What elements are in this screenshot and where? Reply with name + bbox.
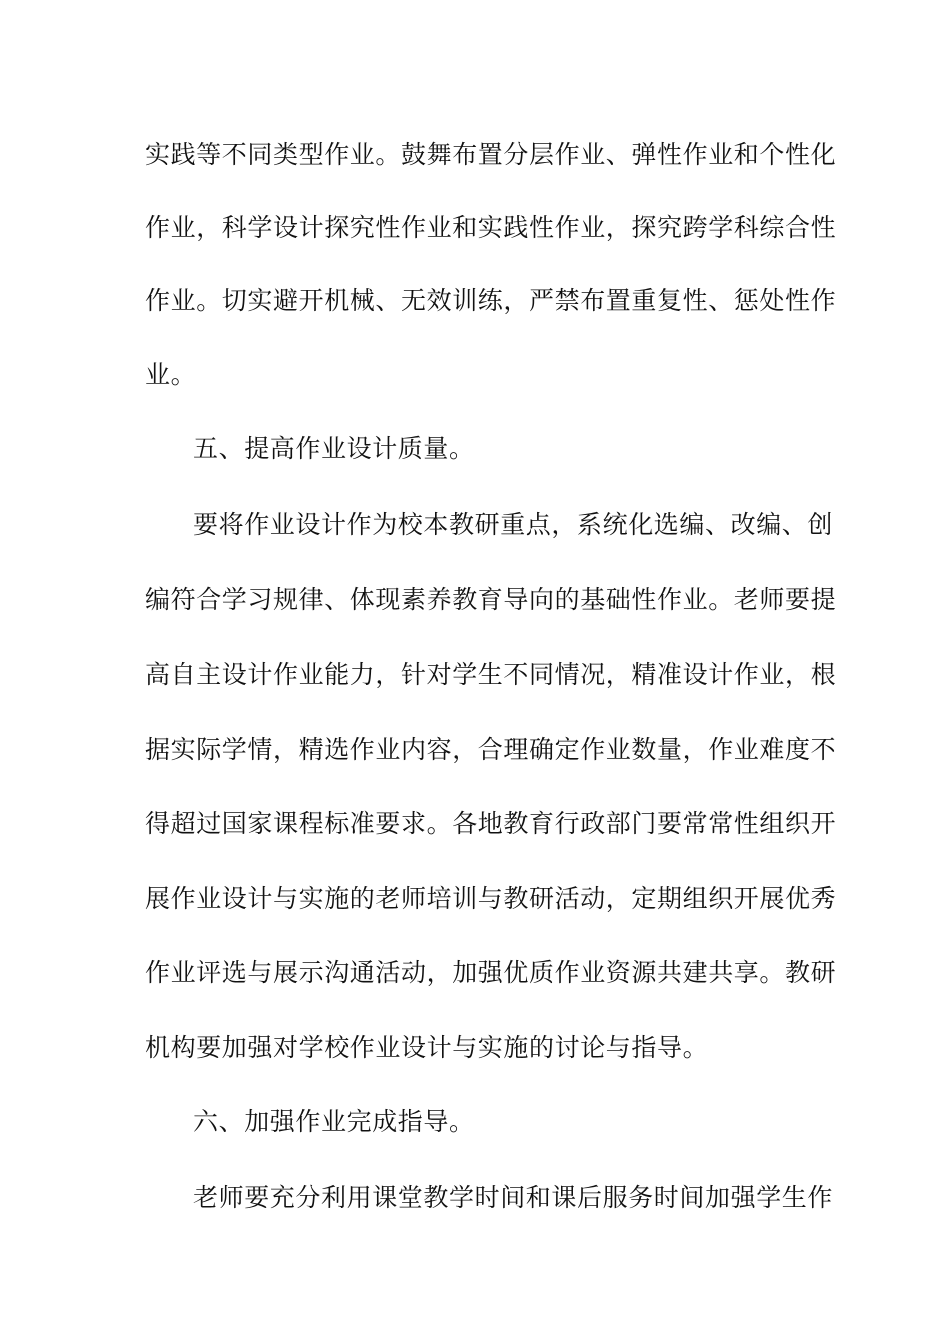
paragraph-line: 作业。切实避开机械、无效训练，严禁布置重复性、惩处性作 <box>145 286 837 315</box>
paragraph-line: 编符合学习规律、体现素养教育导向的基础性作业。老师要提 <box>145 585 837 614</box>
paragraph-line: 要将作业设计作为校本教研重点，系统化选编、改编、创 <box>193 510 834 539</box>
paragraph-line: 据实际学情，精选作业内容，合理确定作业数量，作业难度不 <box>145 735 837 764</box>
paragraph-line: 作业，科学设计探究性作业和实践性作业，探究跨学科综合性 <box>145 213 837 242</box>
paragraph-line: 得超过国家课程标准要求。各地教育行政部门要常常性组织开 <box>145 809 837 838</box>
paragraph-line: 机构要加强对学校作业设计与实施的讨论与指导。 <box>145 1033 709 1062</box>
paragraph-line: 老师要充分利用课堂教学时间和课后服务时间加强学生作 <box>193 1183 834 1212</box>
paragraph-line: 展作业设计与实施的老师培训与教研活动，定期组织开展优秀 <box>145 884 837 913</box>
paragraph-line: 业。 <box>145 360 197 389</box>
paragraph-line: 实践等不同类型作业。鼓舞布置分层作业、弹性作业和个性化 <box>145 140 837 169</box>
paragraph-line: 作业评选与展示沟通活动，加强优质作业资源共建共享。教研 <box>145 958 837 987</box>
section-heading: 六、加强作业完成指导。 <box>193 1107 475 1136</box>
paragraph-line: 高自主设计作业能力，针对学生不同情况，精准设计作业，根 <box>145 660 837 689</box>
section-heading: 五、提高作业设计质量。 <box>193 434 475 463</box>
